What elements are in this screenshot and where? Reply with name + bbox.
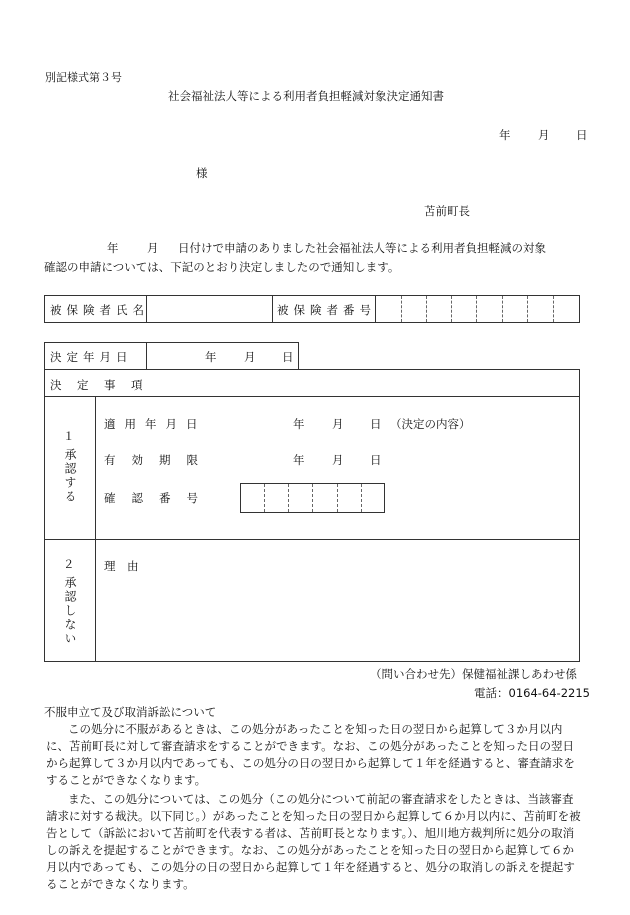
date-year: 年 (499, 128, 511, 142)
insured-number-label: 被保険者番号 (277, 303, 376, 317)
deny-label: 承認しない (63, 576, 77, 646)
apply-day: 日 (370, 417, 382, 431)
decision-content-label: （決定の内容） (390, 417, 471, 431)
deny-number: ２ (63, 557, 75, 571)
appeal-heading: 不服申立て及び取消訴訟について (44, 705, 217, 719)
issuer: 苫前町長 (424, 204, 470, 218)
intro-month: 月 (147, 241, 159, 255)
form-number: 別記様式第３号 (45, 71, 122, 84)
reason-label: 理 由 (104, 559, 139, 573)
valid-day: 日 (370, 453, 382, 467)
date-month: 月 (538, 128, 550, 142)
decision-items-box (44, 369, 580, 662)
valid-month: 月 (332, 453, 344, 467)
recipient-suffix: 様 (196, 166, 208, 180)
apply-date-label: 適用年月日 (104, 417, 207, 431)
inquiry-contact: （問い合わせ先）保健福祉課しあわせ係 (370, 667, 577, 681)
confirm-number-label: 確認番号 (104, 491, 214, 505)
apply-year: 年 (293, 417, 305, 431)
phone-number: 電話：0164-64-2215 (474, 686, 590, 700)
intro-line2: 確認の申請については、下記のとおり決定しましたので通知します。 (44, 260, 400, 274)
insured-name-label: 被保険者氏名 (50, 303, 149, 317)
appeal-paragraph-2: また、この処分については、この処分（この処分について前記の審査請求をしたときは、当該審査請求に対する裁決。以下同じ。）があったことを知った日の翌日から起算して６か月以内に、苫前町を被告として（訴訟において苫前町を代表する者は、苫前町長となります。）、旭川地方裁判所に処分の取消しの訴えを提起することができます。なお、この処分があったことを知った日の翌日から起算して６か月以内であっても、この処分の日の翌日から起算して１年を経過すると、処分の取消しの訴えを提起することができなくなります。 (46, 792, 581, 891)
appeal-paragraph-1: この処分に不服があるときは、この処分があったことを知った日の翌日から起算して３か月以内に、苫前町長に対して審査請求をすることができます。なお、この処分があったことを知った日の翌日から起算して３か月以内であっても、この処分の日の翌日から起算して１年を経過すると、審査請求をすることができなくなります。 (46, 722, 575, 787)
decision-items-label: 決 定 事 項 (50, 378, 145, 392)
valid-period-label: 有効期限 (104, 453, 214, 467)
decision-date-day: 日 (282, 350, 294, 364)
approve-number: １ (63, 429, 75, 443)
decision-date-year: 年 (205, 350, 217, 364)
insured-name-field[interactable] (148, 297, 270, 321)
date-day: 日 (576, 128, 588, 142)
intro-line1: 日付けで申請のありました社会福祉法人等による利用者負担軽減の対象 (178, 241, 546, 255)
intro-year: 年 (107, 241, 119, 255)
approve-label: 承認する (63, 448, 77, 504)
document-title: 社会福祉法人等による利用者負担軽減対象決定通知書 (168, 89, 444, 103)
apply-month: 月 (332, 417, 344, 431)
valid-year: 年 (293, 453, 305, 467)
decision-date-label: 決定年月日 (50, 350, 133, 364)
decision-date-month: 月 (244, 350, 256, 364)
